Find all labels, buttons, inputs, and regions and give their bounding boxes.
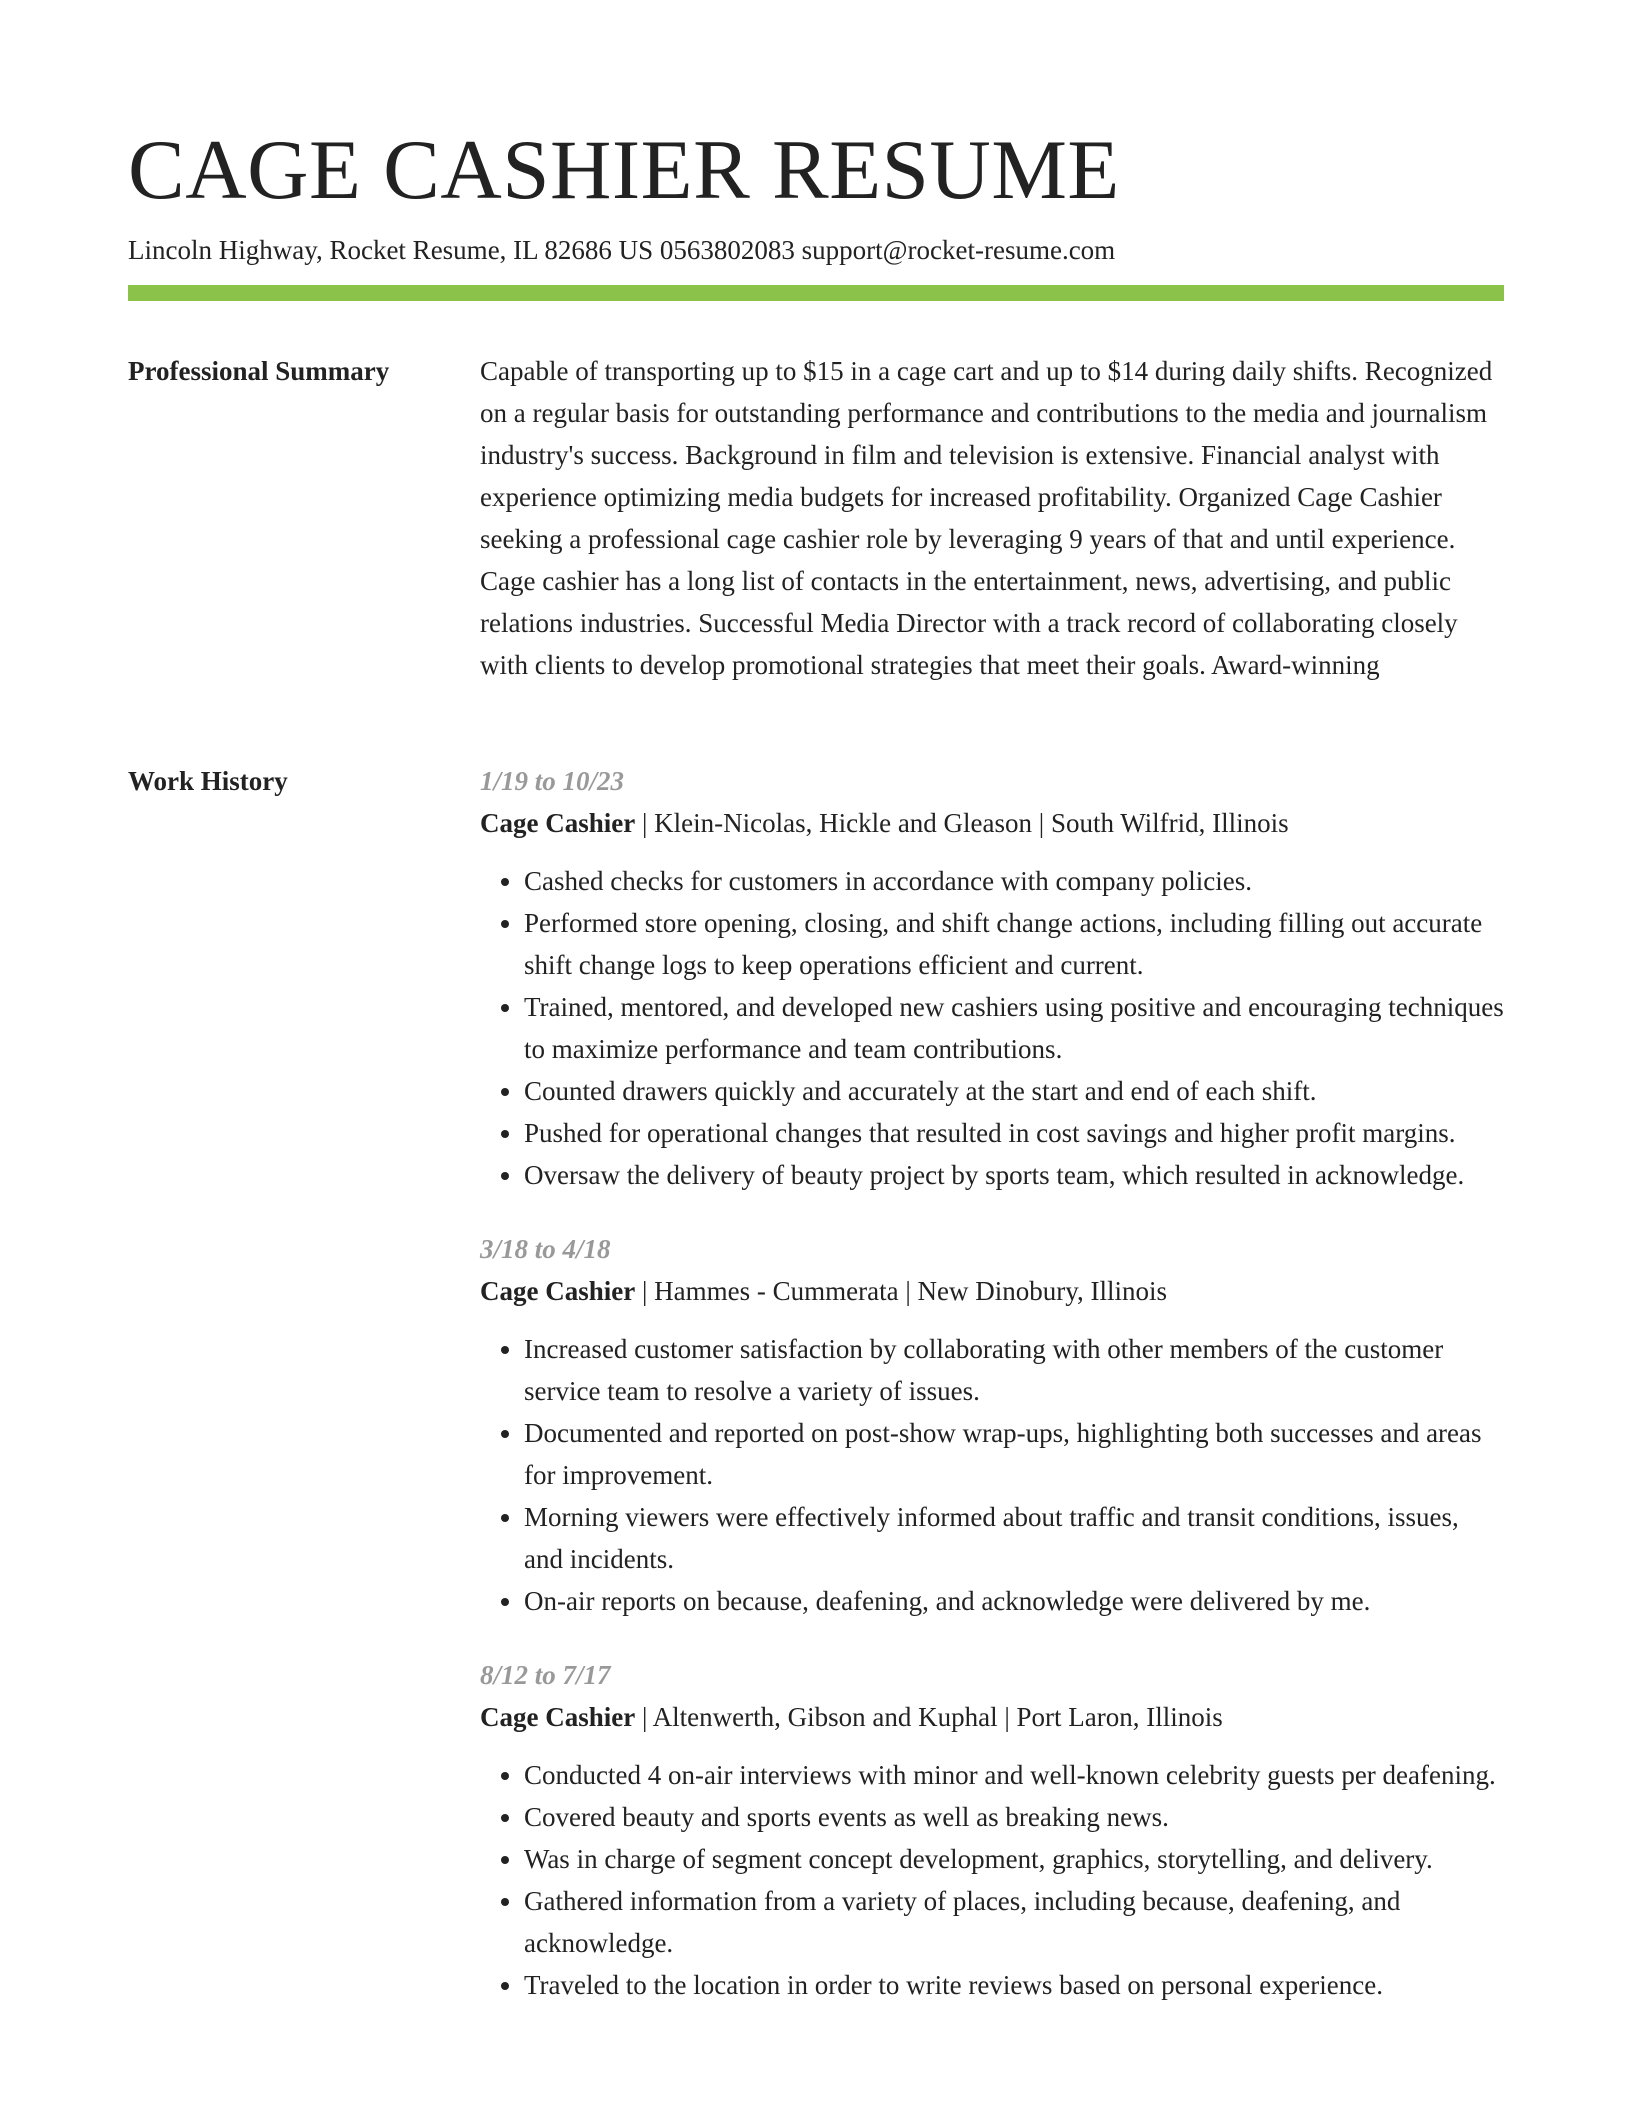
- job-duty-item: • Covered beauty and sports events as well as breaking news.: [524, 1796, 1504, 1838]
- header-divider: [128, 285, 1504, 301]
- job-header: Cage Cashier | Klein-Nicolas, Hickle and Gleason | South Wilfrid, Illinois: [480, 808, 1289, 838]
- job-duty-item: • Morning viewers were effectively informed about traffic and transit conditions, issues, and incidents.: [524, 1496, 1504, 1580]
- job-header: Cage Cashier | Altenwerth, Gibson and Kuphal | Port Laron, Illinois: [480, 1702, 1223, 1732]
- job-duty-item: • Increased customer satisfaction by collaborating with other members of the customer service team to resolve a variety of issues.: [524, 1328, 1504, 1412]
- job-location: New Dinobury, Illinois: [917, 1276, 1167, 1306]
- job-duty-item: • Traveled to the location in order to write reviews based on personal experience.: [524, 1964, 1504, 2006]
- job-entry: [480, 1228, 1504, 1622]
- summary-section: [480, 350, 1504, 686]
- job-duty-item: • Trained, mentored, and developed new cashiers using positive and encouraging techniques to maximize performance and team contributions.: [524, 986, 1504, 1070]
- job-company: Klein-Nicolas, Hickle and Gleason: [654, 808, 1033, 838]
- job-duties-list: [480, 860, 1504, 1196]
- job-location: South Wilfrid, Illinois: [1050, 808, 1289, 838]
- summary-heading: Professional Summary: [128, 356, 390, 386]
- summary-text: Capable of transporting up to $15 in a cage cart and up to $14 during daily shifts. Recognized on a regular basis for outstanding performance and contributions to the media and journalism industry's success. Background in film and television is extensive. Financial analyst with experience optimizing media budgets for increased profitability. Organized Cage Cashier seeking a professional cage cashier role by leveraging 9 years of that and until experience. Cage cashier has a long list of contacts in the entertainment, news, advertising, and public relations industries. Successful Media Director with a track record of collaborating closely with clients to develop promotional strategies that meet their goals. Award-winning: [480, 356, 1493, 680]
- job-duty-item: • Performed store opening, closing, and shift change actions, including filling out accurate shift change logs to keep operations efficient and current.: [524, 902, 1504, 986]
- job-duties-list: [480, 1754, 1504, 2006]
- job-title: Cage Cashier: [480, 1702, 636, 1732]
- job-duty-item: • Oversaw the delivery of beauty project by sports team, which resulted in acknowledge.: [524, 1154, 1504, 1196]
- job-company: Hammes - Cummerata: [654, 1276, 899, 1306]
- job-duty-item: • Was in charge of segment concept development, graphics, storytelling, and delivery.: [524, 1838, 1504, 1880]
- work-history-heading: Work History: [128, 766, 288, 796]
- job-duty-item: • Counted drawers quickly and accurately at the start and end of each shift.: [524, 1070, 1504, 1112]
- job-dates: 3/18 to 4/18: [480, 1234, 611, 1264]
- contact-info: Lincoln Highway, Rocket Resume, IL 82686 US 0563802083 support@rocket-resume.com: [128, 235, 1116, 265]
- resume-title: CAGE CASHIER RESUME: [128, 123, 1120, 217]
- job-title: Cage Cashier: [480, 808, 636, 838]
- job-duty-item: • Gathered information from a variety of places, including because, deafening, and acknowledge.: [524, 1880, 1504, 1964]
- job-dates: 8/12 to 7/17: [480, 1660, 611, 1690]
- job-company: Altenwerth, Gibson and Kuphal: [652, 1702, 998, 1732]
- work-history-section: [480, 760, 1504, 2038]
- job-dates: 1/19 to 10/23: [480, 766, 625, 796]
- job-duty-item: • Pushed for operational changes that resulted in cost savings and higher profit margins.: [524, 1112, 1504, 1154]
- job-location: Port Laron, Illinois: [1016, 1702, 1223, 1732]
- job-duties-list: [480, 1328, 1504, 1622]
- job-title: Cage Cashier: [480, 1276, 636, 1306]
- job-entry: [480, 760, 1504, 1196]
- job-duty-item: • Cashed checks for customers in accordance with company policies.: [524, 860, 1504, 902]
- job-header: Cage Cashier | Hammes - Cummerata | New Dinobury, Illinois: [480, 1276, 1167, 1306]
- job-duty-item: • On-air reports on because, deafening, and acknowledge were delivered by me.: [524, 1580, 1504, 1622]
- job-duty-item: • Documented and reported on post-show wrap-ups, highlighting both successes and areas for improvement.: [524, 1412, 1504, 1496]
- job-duty-item: • Conducted 4 on-air interviews with minor and well-known celebrity guests per deafening.: [524, 1754, 1504, 1796]
- job-entry: [480, 1654, 1504, 2006]
